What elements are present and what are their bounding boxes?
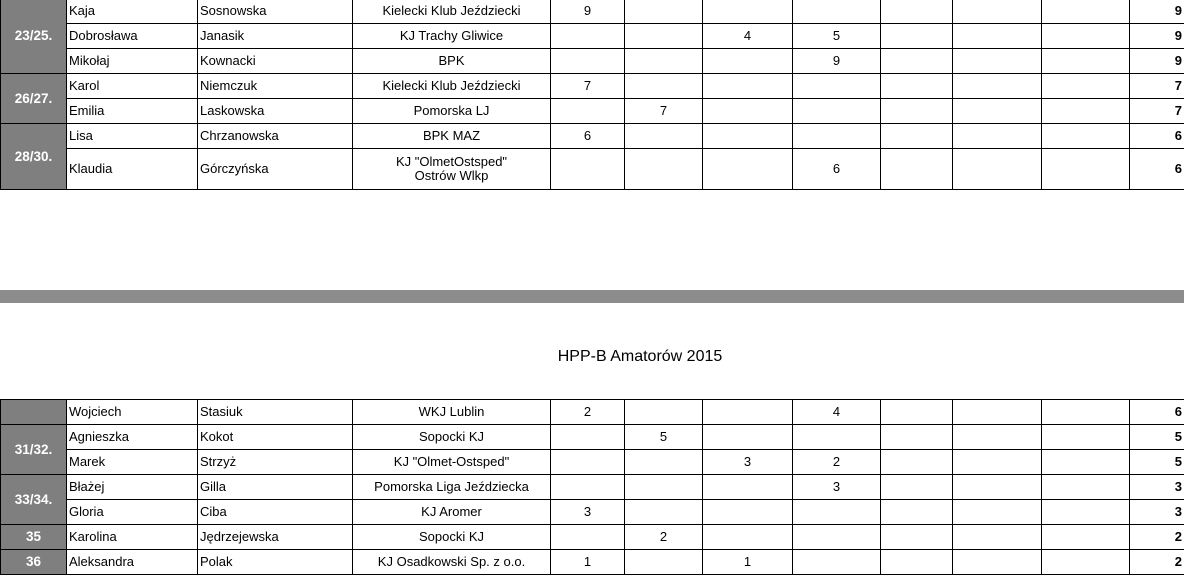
points-cell xyxy=(625,450,703,475)
points-cell xyxy=(881,24,953,49)
first-name-cell: Mikołaj xyxy=(67,49,198,74)
points-cell xyxy=(551,99,625,124)
points-cell xyxy=(953,450,1042,475)
points-cell xyxy=(551,149,625,190)
points-cell: 3 xyxy=(793,475,881,500)
points-cell xyxy=(953,124,1042,149)
points-cell xyxy=(1042,475,1130,500)
club-cell: Pomorska Liga Jeździecka xyxy=(353,475,551,500)
last-name-cell: Górczyńska xyxy=(198,149,353,190)
total-cell: 6 xyxy=(1130,149,1184,190)
last-name-cell: Laskowska xyxy=(198,99,353,124)
points-cell xyxy=(703,49,793,74)
points-cell xyxy=(953,24,1042,49)
points-cell: 9 xyxy=(793,49,881,74)
last-name-cell: Janasik xyxy=(198,24,353,49)
table-row xyxy=(1,450,1184,475)
points-cell xyxy=(1042,450,1130,475)
points-cell: 1 xyxy=(551,550,625,575)
rank-cell: 33/34. xyxy=(1,475,67,525)
last-name-cell: Ciba xyxy=(198,500,353,525)
points-cell xyxy=(625,24,703,49)
points-cell xyxy=(1042,149,1130,190)
club-cell: Kielecki Klub Jeździecki xyxy=(353,0,551,24)
first-name-cell: Karolina xyxy=(67,525,198,550)
points-cell xyxy=(703,400,793,425)
points-cell xyxy=(625,500,703,525)
total-cell: 3 xyxy=(1130,475,1184,500)
points-cell xyxy=(703,99,793,124)
points-cell xyxy=(1042,124,1130,149)
points-cell xyxy=(551,475,625,500)
total-cell: 5 xyxy=(1130,450,1184,475)
points-cell: 1 xyxy=(703,550,793,575)
points-cell xyxy=(1042,525,1130,550)
rank-cell: 31/32. xyxy=(1,425,67,475)
points-cell xyxy=(953,475,1042,500)
last-name-cell: Niemczuk xyxy=(198,74,353,99)
points-cell xyxy=(881,475,953,500)
points-cell: 2 xyxy=(625,525,703,550)
points-cell: 5 xyxy=(625,425,703,450)
club-cell xyxy=(353,149,551,190)
points-cell xyxy=(881,49,953,74)
table-row xyxy=(1,500,1184,525)
total-cell: 3 xyxy=(1130,500,1184,525)
club-cell: Sopocki KJ xyxy=(353,425,551,450)
points-cell xyxy=(953,500,1042,525)
rank-cell xyxy=(1,400,67,425)
points-cell xyxy=(793,525,881,550)
points-cell xyxy=(1042,49,1130,74)
table-row xyxy=(1,99,1184,124)
points-cell xyxy=(625,550,703,575)
points-cell xyxy=(703,149,793,190)
total-cell: 7 xyxy=(1130,74,1184,99)
points-cell xyxy=(881,450,953,475)
points-cell xyxy=(625,149,703,190)
table-row xyxy=(1,525,1184,550)
rank-cell: 36 xyxy=(1,550,67,575)
club-cell: BPK xyxy=(353,49,551,74)
first-name-cell: Kaja xyxy=(67,0,198,24)
last-name-cell: Kownacki xyxy=(198,49,353,74)
points-cell xyxy=(1042,550,1130,575)
total-cell: 2 xyxy=(1130,550,1184,575)
first-name-cell: Gloria xyxy=(67,500,198,525)
points-cell xyxy=(625,49,703,74)
points-cell xyxy=(953,525,1042,550)
points-cell xyxy=(953,49,1042,74)
last-name-cell: Gilla xyxy=(198,475,353,500)
points-cell: 6 xyxy=(793,149,881,190)
club-cell: KJ Osadkowski Sp. z o.o. xyxy=(353,550,551,575)
points-cell xyxy=(793,0,881,24)
points-cell xyxy=(625,475,703,500)
points-cell xyxy=(953,0,1042,24)
points-cell xyxy=(625,74,703,99)
points-cell xyxy=(953,550,1042,575)
total-cell: 7 xyxy=(1130,99,1184,124)
last-name-cell: Chrzanowska xyxy=(198,124,353,149)
first-name-cell: Dobrosława xyxy=(67,24,198,49)
rank-cell: 26/27. xyxy=(1,74,67,124)
points-cell xyxy=(881,124,953,149)
points-cell xyxy=(1042,0,1130,24)
points-cell xyxy=(551,525,625,550)
results-table-top xyxy=(0,0,1184,190)
total-cell: 6 xyxy=(1130,400,1184,425)
points-cell xyxy=(881,0,953,24)
table-row xyxy=(1,49,1184,74)
table-row xyxy=(1,74,1184,99)
table-row xyxy=(1,149,1184,190)
points-cell xyxy=(703,425,793,450)
points-cell xyxy=(1042,500,1130,525)
club-cell: Pomorska LJ xyxy=(353,99,551,124)
points-cell xyxy=(953,149,1042,190)
points-cell: 5 xyxy=(793,24,881,49)
points-cell xyxy=(551,425,625,450)
points-cell xyxy=(1042,425,1130,450)
club-cell: KJ "Olmet-Ostsped" xyxy=(353,450,551,475)
points-cell xyxy=(953,99,1042,124)
section-title: HPP-B Amatorów 2015 xyxy=(557,348,723,365)
club-cell: BPK MAZ xyxy=(353,124,551,149)
points-cell: 2 xyxy=(551,400,625,425)
first-name-cell: Wojciech xyxy=(67,400,198,425)
first-name-cell: Błażej xyxy=(67,475,198,500)
points-cell xyxy=(793,425,881,450)
points-cell xyxy=(881,149,953,190)
points-cell xyxy=(703,124,793,149)
first-name-cell: Karol xyxy=(67,74,198,99)
points-cell xyxy=(1042,400,1130,425)
points-cell xyxy=(551,450,625,475)
points-cell: 4 xyxy=(793,400,881,425)
table-row xyxy=(1,0,1184,24)
points-cell xyxy=(625,400,703,425)
total-cell: 9 xyxy=(1130,0,1184,24)
table-row xyxy=(1,425,1184,450)
points-cell xyxy=(625,0,703,24)
points-cell: 9 xyxy=(551,0,625,24)
points-cell xyxy=(881,74,953,99)
table-row xyxy=(1,550,1184,575)
results-table-bottom xyxy=(0,399,1184,575)
rank-cell: 35 xyxy=(1,525,67,550)
total-cell: 9 xyxy=(1130,49,1184,74)
points-cell xyxy=(551,24,625,49)
table-row xyxy=(1,475,1184,500)
club-cell: KJ Trachy Gliwice xyxy=(353,24,551,49)
total-cell: 2 xyxy=(1130,525,1184,550)
points-cell: 7 xyxy=(551,74,625,99)
table-row xyxy=(1,124,1184,149)
first-name-cell: Emilia xyxy=(67,99,198,124)
points-cell xyxy=(1042,99,1130,124)
last-name-cell: Polak xyxy=(198,550,353,575)
first-name-cell: Aleksandra xyxy=(67,550,198,575)
club-line: Ostrów Wlkp xyxy=(414,168,489,183)
points-cell xyxy=(1042,74,1130,99)
points-cell: 6 xyxy=(551,124,625,149)
points-cell xyxy=(953,400,1042,425)
total-cell: 9 xyxy=(1130,24,1184,49)
first-name-cell: Klaudia xyxy=(67,149,198,190)
last-name-cell: Kokot xyxy=(198,425,353,450)
points-cell: 3 xyxy=(703,450,793,475)
points-cell: 2 xyxy=(793,450,881,475)
rank-cell: 28/30. xyxy=(1,124,67,190)
points-cell xyxy=(953,74,1042,99)
points-cell xyxy=(881,99,953,124)
rank-cell: 23/25. xyxy=(1,0,67,74)
first-name-cell: Agnieszka xyxy=(67,425,198,450)
last-name-cell: Jędrzejewska xyxy=(198,525,353,550)
points-cell xyxy=(703,525,793,550)
points-cell xyxy=(703,74,793,99)
points-cell xyxy=(881,550,953,575)
club-cell: WKJ Lublin xyxy=(353,400,551,425)
points-cell xyxy=(881,500,953,525)
points-cell xyxy=(1042,24,1130,49)
points-cell xyxy=(793,550,881,575)
points-cell: 7 xyxy=(625,99,703,124)
points-cell xyxy=(793,74,881,99)
club-cell: KJ Aromer xyxy=(353,500,551,525)
points-cell xyxy=(881,425,953,450)
table-row xyxy=(1,24,1184,49)
points-cell xyxy=(793,500,881,525)
points-cell: 4 xyxy=(703,24,793,49)
last-name-cell: Sosnowska xyxy=(198,0,353,24)
table-row xyxy=(1,400,1184,425)
first-name-cell: Marek xyxy=(67,450,198,475)
club-cell: Kielecki Klub Jeździecki xyxy=(353,74,551,99)
first-name-cell: Lisa xyxy=(67,124,198,149)
points-cell xyxy=(881,400,953,425)
points-cell xyxy=(703,500,793,525)
points-cell xyxy=(551,49,625,74)
total-cell: 5 xyxy=(1130,425,1184,450)
points-cell xyxy=(793,99,881,124)
points-cell xyxy=(881,525,953,550)
points-cell xyxy=(625,124,703,149)
club-line: KJ "OlmetOstsped" xyxy=(395,154,508,169)
points-cell xyxy=(703,0,793,24)
points-cell xyxy=(793,124,881,149)
points-cell: 3 xyxy=(551,500,625,525)
last-name-cell: Stasiuk xyxy=(198,400,353,425)
club-cell: Sopocki KJ xyxy=(353,525,551,550)
total-cell: 6 xyxy=(1130,124,1184,149)
points-cell xyxy=(703,475,793,500)
points-cell xyxy=(953,425,1042,450)
section-separator xyxy=(0,290,1184,303)
last-name-cell: Strzyż xyxy=(198,450,353,475)
